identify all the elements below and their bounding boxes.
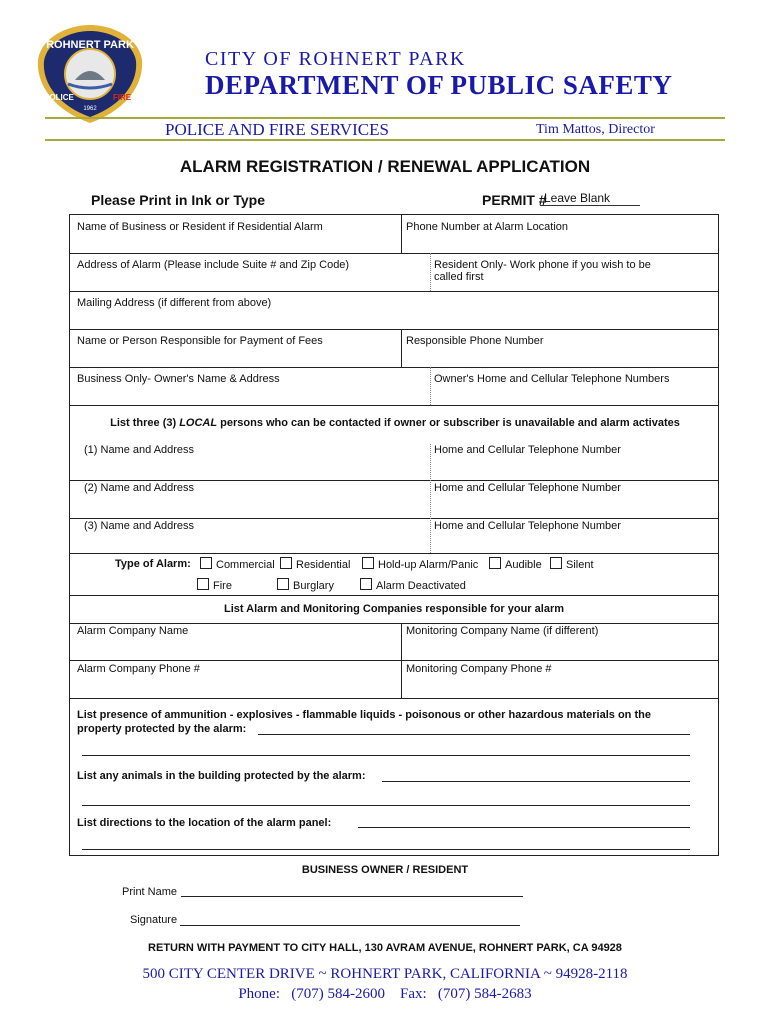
- alarm-company-phone-field[interactable]: Alarm Company Phone #: [77, 663, 200, 675]
- signature-label: Signature: [130, 914, 178, 926]
- checkbox-alarm-deactivated[interactable]: Alarm Deactivated: [360, 578, 466, 592]
- city-name: CITY OF ROHNERT PARK: [205, 48, 466, 70]
- payer-phone-field[interactable]: Responsible Phone Number: [406, 335, 544, 347]
- animals-line-1[interactable]: [382, 781, 690, 782]
- alarm-type-label: Type of Alarm:: [115, 558, 191, 570]
- contact-2-phone-field[interactable]: Home and Cellular Telephone Number: [434, 482, 621, 494]
- footer-address: 500 CITY CENTER DRIVE ~ ROHNERT PARK, CALIFORNIA ~ 94928-2118: [142, 966, 628, 982]
- companies-heading: List Alarm and Monitoring Companies responsible for your alarm: [223, 603, 565, 615]
- contacts-heading: List three (3) LOCAL persons who can be contacted if owner or subscriber is unavailable and alarm activates: [110, 417, 680, 429]
- monitoring-company-field[interactable]: Monitoring Company Name (if different): [406, 625, 599, 637]
- phone-at-location-field[interactable]: Phone Number at Alarm Location: [406, 221, 569, 233]
- checkbox-fire[interactable]: Fire: [197, 578, 232, 592]
- footer-phones: Phone: (707) 584-2600 Fax: (707) 584-2683: [238, 986, 532, 1002]
- director-name: Tim Mattos, Director: [536, 122, 655, 137]
- checkbox-burglary[interactable]: Burglary: [277, 578, 334, 592]
- directions-label: List directions to the location of the alarm panel:: [77, 817, 332, 829]
- permit-field[interactable]: Leave Blank: [540, 191, 640, 206]
- seal-text-left: POLICE: [44, 93, 74, 102]
- payer-name-field[interactable]: Name or Person Responsible for Payment of Fees: [77, 335, 323, 347]
- mailing-address-field[interactable]: Mailing Address (if different from above): [77, 297, 272, 309]
- owner-field[interactable]: Business Only- Owner's Name & Address: [77, 373, 280, 385]
- application-form: [69, 214, 719, 856]
- seal-text-right: FIRE: [112, 93, 132, 102]
- checkbox-residential[interactable]: Residential: [280, 557, 350, 571]
- services-name: POLICE AND FIRE SERVICES: [165, 120, 389, 139]
- contact-1-name-field[interactable]: (1) Name and Address: [84, 444, 195, 456]
- print-name-label: Print Name: [122, 886, 178, 898]
- form-title: ALARM REGISTRATION / RENEWAL APPLICATION: [179, 157, 591, 176]
- signature-line[interactable]: [180, 925, 520, 926]
- directions-line-2[interactable]: [82, 849, 690, 850]
- hazards-line-1[interactable]: [258, 734, 690, 735]
- owner-heading: BUSINESS OWNER / RESIDENT: [301, 864, 469, 876]
- checkbox-silent[interactable]: Silent: [550, 557, 594, 571]
- alarm-address-field[interactable]: Address of Alarm (Please include Suite # and Zip Code): [77, 259, 350, 271]
- alarm-company-field[interactable]: Alarm Company Name: [77, 625, 189, 637]
- business-name-field[interactable]: Name of Business or Resident if Residential Alarm: [77, 221, 323, 233]
- department-seal: [35, 22, 145, 126]
- contact-3-phone-field[interactable]: Home and Cellular Telephone Number: [434, 520, 621, 532]
- checkbox-commercial[interactable]: Commercial: [200, 557, 275, 571]
- work-phone-field[interactable]: Resident Only- Work phone if you wish to be called first: [434, 259, 651, 283]
- seal-text-top: ROHNERT PARK: [46, 39, 134, 51]
- return-note: RETURN WITH PAYMENT TO CITY HALL, 130 AVRAM AVENUE, ROHNERT PARK, CA 94928: [148, 942, 622, 954]
- print-note: Please Print in Ink or Type: [91, 192, 266, 208]
- contact-2-name-field[interactable]: (2) Name and Address: [84, 482, 195, 494]
- directions-line-1[interactable]: [358, 827, 690, 828]
- permit-label: PERMIT #: [482, 192, 547, 208]
- monitoring-company-phone-field[interactable]: Monitoring Company Phone #: [406, 663, 552, 675]
- department-name: DEPARTMENT OF PUBLIC SAFETY: [205, 70, 673, 100]
- seal-year: 1962: [83, 106, 97, 112]
- hazards-line-2[interactable]: [82, 755, 690, 756]
- checkbox-holdup-panic[interactable]: Hold-up Alarm/Panic: [362, 557, 478, 571]
- header-rule-top: [45, 117, 725, 119]
- owner-phones-field[interactable]: Owner's Home and Cellular Telephone Numbers: [434, 373, 670, 385]
- contact-3-name-field[interactable]: (3) Name and Address: [84, 520, 195, 532]
- header-rule-bottom: [45, 139, 725, 141]
- animals-label: List any animals in the building protected by the alarm:: [77, 770, 366, 782]
- print-name-line[interactable]: [181, 896, 523, 897]
- hazards-label: List presence of ammunition - explosives - flammable liquids - poisonous or other hazardous materials on the property protected by the alarm:: [77, 709, 651, 735]
- contact-1-phone-field[interactable]: Home and Cellular Telephone Number: [434, 444, 621, 456]
- animals-line-2[interactable]: [82, 805, 690, 806]
- checkbox-audible[interactable]: Audible: [489, 557, 542, 571]
